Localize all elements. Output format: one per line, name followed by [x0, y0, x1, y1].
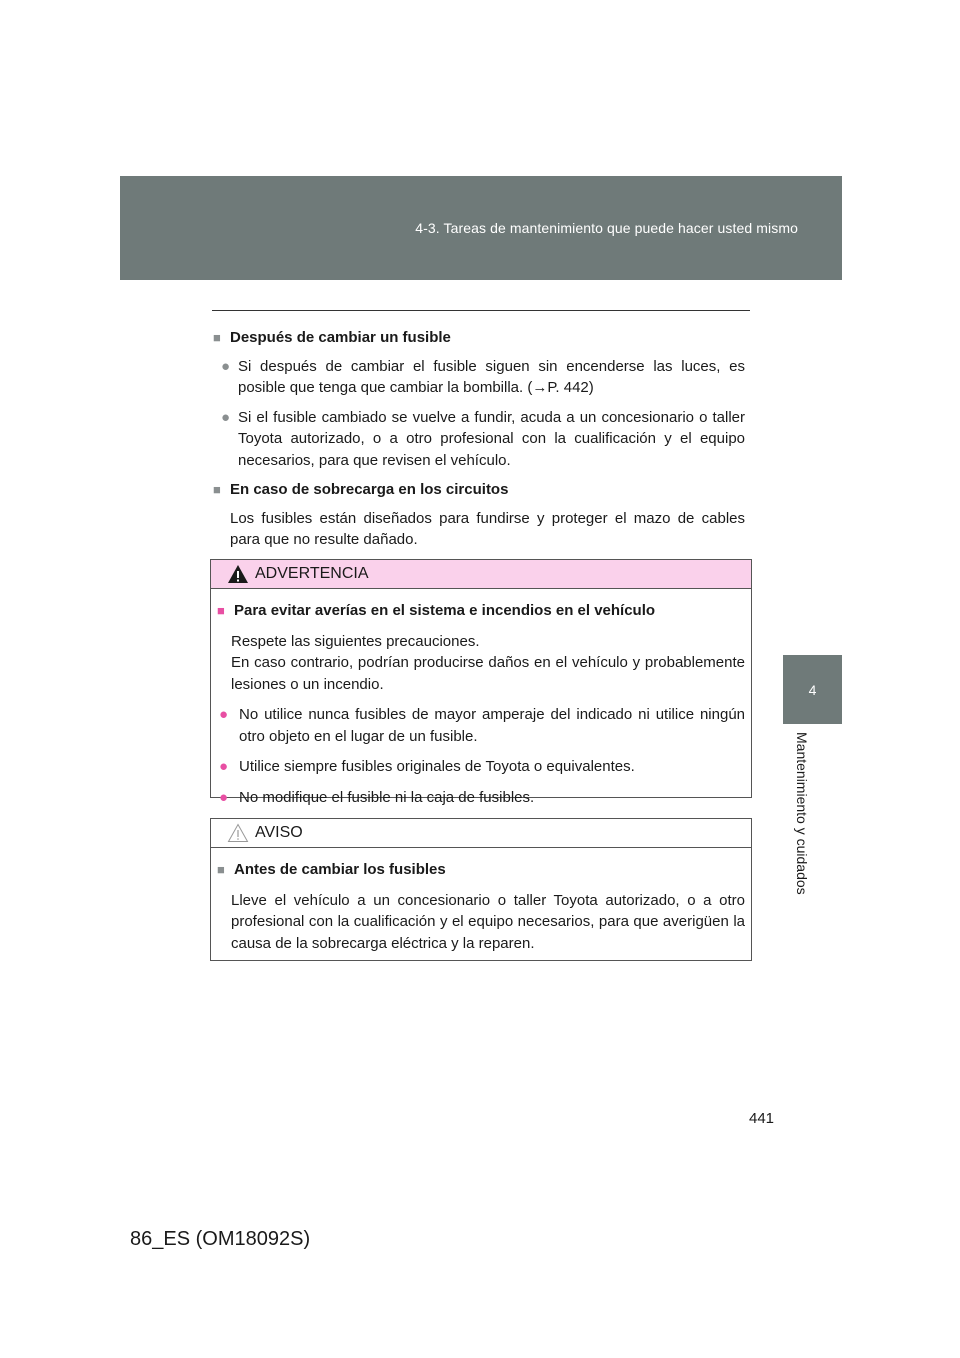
warning-heading-text: Para evitar averías en el sistema e incendios en el vehículo — [234, 602, 656, 619]
list-item-text: Utilice siempre fusibles originales de Toyota o equivalentes. — [239, 758, 635, 775]
notice-text: Lleve el vehículo a un concesionario o taller Toyota autorizado, o a otro profesional con la cualificación y el equipo necesarios, para que averigüen la causa de la sobrecarga eléctrica y la reparen. — [231, 891, 745, 952]
section-heading — [213, 327, 745, 349]
warning-intro — [217, 631, 745, 696]
notice-heading-text: Antes de cambiar los fusibles — [234, 861, 446, 878]
list-item-text: No modifique el fusible ni la caja de fusibles. — [239, 788, 535, 806]
square-bullet-icon: ■ — [213, 482, 221, 497]
warning-body — [211, 589, 751, 825]
top-divider — [212, 310, 750, 311]
section-title: 4-3. Tareas de mantenimiento que puede hacer usted mismo — [415, 220, 798, 236]
main-content — [213, 327, 745, 559]
warning-label: ADVERTENCIA — [255, 565, 369, 582]
list-item-text: Si el fusible cambiado se vuelve a fundir, acuda a un concesionario o taller Toyota autorizado, o a otro profesional con la cualificación y el equipo necesarios, para que revisen el vehículo. — [238, 408, 745, 469]
warning-heading — [217, 600, 745, 622]
notice-box — [210, 818, 752, 961]
document-code: 86_ES (OM18092S) — [130, 1228, 311, 1250]
caution-triangle-icon — [227, 823, 249, 843]
list-item — [217, 756, 745, 778]
square-bullet-icon: ■ — [213, 330, 221, 345]
chapter-tab — [783, 655, 842, 724]
warning-triangle-icon — [227, 564, 249, 584]
circle-bullet-icon: ● — [219, 758, 229, 775]
section-heading — [213, 479, 745, 501]
list-item — [217, 787, 745, 809]
warning-intro-line1: Respete las siguientes precauciones. — [231, 632, 480, 650]
notice-header — [211, 819, 751, 848]
list-item — [213, 356, 745, 399]
circle-bullet-icon: ● — [221, 357, 231, 375]
chapter-header — [120, 176, 842, 280]
list-item-text: No utilice nunca fusibles de mayor amperaje del indicado ni utilice ningún otro objeto en el lugar de un fusible. — [239, 706, 745, 745]
chapter-label: Mantenimiento y cuidados — [794, 732, 810, 895]
circle-bullet-icon: ● — [219, 706, 229, 723]
section-heading-text: Después de cambiar un fusible — [230, 329, 451, 346]
list-item — [213, 407, 745, 472]
chapter-number: 4 — [808, 681, 817, 698]
paragraph: Los fusibles están diseñados para fundirse y proteger el mazo de cables para que no resulte dañado. — [230, 509, 745, 548]
notice-heading — [217, 859, 745, 881]
list-item — [217, 704, 745, 747]
square-bullet-icon: ■ — [217, 862, 225, 877]
notice-label: AVISO — [255, 824, 303, 841]
warning-header — [211, 560, 751, 589]
square-bullet-icon: ■ — [217, 603, 225, 618]
circle-bullet-icon: ● — [219, 788, 229, 806]
list-item-text: Si después de cambiar el fusible siguen sin encenderse las luces, es posible que tenga que cambiar la bombilla. (→P. 442) — [238, 357, 745, 396]
page-number: 441 — [749, 1110, 775, 1127]
warning-box — [210, 559, 752, 806]
circle-bullet-icon: ● — [221, 408, 231, 426]
notice-body — [211, 848, 751, 971]
section-heading-text: En caso de sobrecarga en los circuitos — [230, 481, 509, 498]
warning-intro-line2: En caso contrario, podrían producirse daños en el vehículo y probablemente lesiones o un incendio. — [231, 654, 745, 693]
